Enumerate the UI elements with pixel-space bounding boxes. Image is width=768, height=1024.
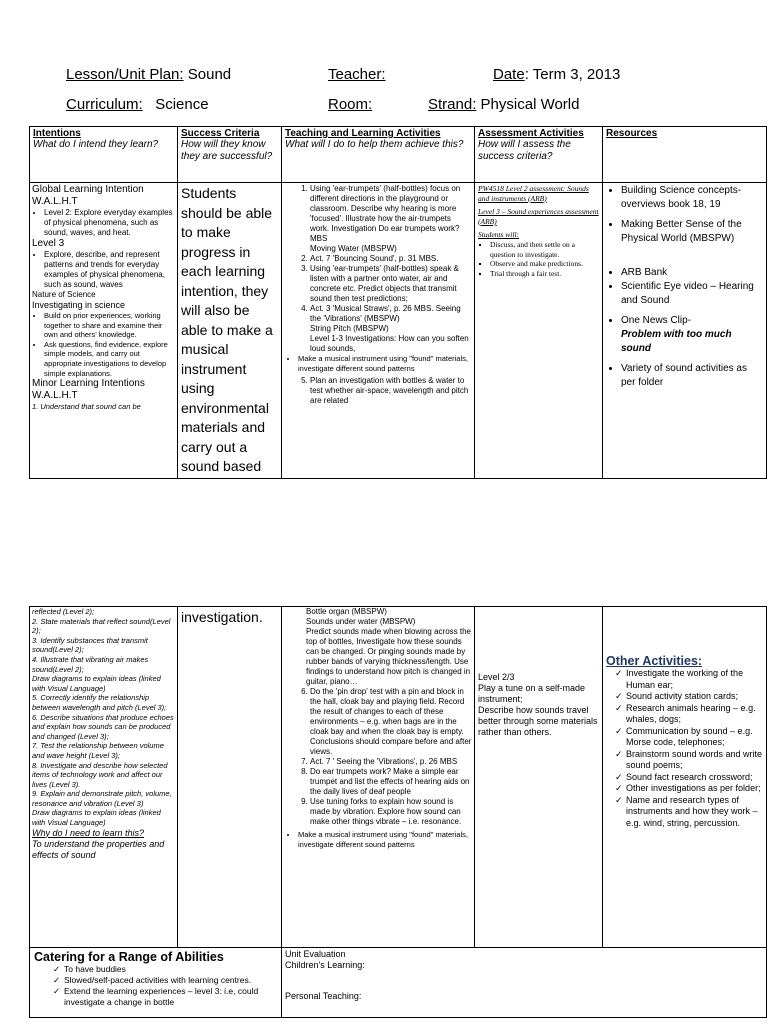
other-activity-item: ✓ Brainstorm sound words and write sound poems;	[626, 749, 763, 772]
activity-item: 2. Act. 7 'Bouncing Sound', p. 31 MBS.	[310, 254, 472, 264]
col-header-activities: Teaching and Learning Activities What will I do to help them achieve this?	[282, 127, 475, 183]
students-will: Students will:	[478, 230, 520, 240]
activity-item: 3. Using 'ear-trumpets' (half-bottles) speak & listen with a partner onto water, air and concrete etc. Predict objects that transmit sound then test predictions;	[310, 264, 472, 304]
assessment-level3: Level 3 – Sound experiences assessment (ARB)	[478, 207, 599, 226]
activity-item: 7. Act. 7 ' Seeing the 'Vibrations', p. 26 MBS	[310, 757, 472, 767]
other-activity-item: ✓ Investigate the working of the Human ear;	[626, 668, 763, 691]
activity-item: 4. Act. 3 'Musical Straws', p. 26 MBS. Seeing the 'Vibrations' (MBSPW) String Pitch (MBSPW) Level 1-3 Investigations: How can you soften loud sounds,	[310, 304, 472, 354]
assessment-pw: PW4518 Level 2 assessment: Sounds and instruments (ARB)	[478, 184, 589, 203]
teacher-label: Teacher:	[328, 66, 386, 83]
other-activity-item: ✓ Other investigations as per folder;	[626, 783, 763, 795]
other-activities-cell	[603, 607, 767, 948]
intentions-cell	[30, 183, 178, 479]
strand-field: Strand: Physical World	[428, 96, 580, 113]
global-intention: Global Learning Intention	[32, 184, 144, 195]
col-header-resources: Resources	[603, 127, 767, 183]
intention-item: 7. Test the relationship between volume and wave height (Level 3);	[32, 741, 164, 760]
activity-item: 1. Using 'ear-trumpets' (half-bottles) focus on different directions in the playground or classroom. Describe why hearing is more 'focused'. Illustrate how the air-trumpets work. Investigation Do ear trumpets work? MBS Moving Water (MBSPW)	[310, 184, 472, 254]
resource-item: • Making Better Sense of the Physical World (MBSPW)	[621, 218, 763, 246]
personal-teaching-label: Personal Teaching:	[285, 991, 362, 1001]
col-header-assessment: Assessment Activities How will I assess the success criteria?	[475, 127, 603, 183]
childrens-learning-label: Children's Learning:	[285, 960, 365, 970]
intention-item: 2. State materials that reflect sound(Level 2);	[32, 616, 171, 636]
other-activity-item: ✓ Sound fact research crossword;	[626, 772, 763, 784]
intentions-cell-continued	[30, 607, 178, 948]
lesson-value: Sound	[187, 66, 232, 83]
intention-item: Draw diagrams to explain ideas (linked with Visual Language)	[32, 674, 161, 693]
assessment-task: Play a tune on a self-made instrument;	[478, 683, 586, 704]
catering-title: Catering for a Range of Abilities	[34, 950, 224, 964]
other-activity-item: ✓ Communication by sound – e.g. Morse code, telephones;	[626, 726, 763, 749]
walht: W.A.L.H.T	[32, 196, 78, 207]
resource-item: • Variety of sound activities as per folder	[621, 362, 763, 390]
unit-evaluation-cell	[282, 948, 767, 1018]
investigating-title: Investigating in science	[32, 300, 126, 310]
activity-line: Sounds under water (MBSPW)	[306, 617, 416, 626]
other-activity-item: ✓ Sound activity station cards;	[626, 691, 763, 703]
date-field: Date: Term 3, 2013	[493, 66, 621, 83]
col-header-intentions: Intentions What do I intend they learn?	[30, 127, 178, 183]
activity-line: Bottle organ (MBSPW)	[306, 607, 387, 616]
assessment-cell	[475, 183, 603, 479]
resource-item: • ARB Bank	[621, 266, 763, 280]
unit-evaluation-title: Unit Evaluation	[285, 949, 346, 959]
column-header-row	[30, 127, 767, 183]
col-header-success: Success Criteria How will they know they are successful?	[178, 127, 282, 183]
assessment-item: ▪ Observe and make predictions.	[490, 259, 599, 269]
why-learn-heading: Why do I need to learn this?	[32, 827, 145, 838]
intention-item: Draw diagrams to explain ideas (linked with Visual Language)	[32, 808, 161, 828]
intention-item: reflected (Level 2);	[32, 607, 95, 616]
assessment-cell-continued	[475, 607, 603, 948]
intention-item: 1. Understand that sound can be	[32, 402, 141, 412]
level2-intention: • Level 2: Explore everyday examples of physical phenomena, such as sound, waves, and heat.	[44, 208, 175, 238]
why-learn-answer: To understand the properties and effects of sound	[32, 838, 165, 860]
plan-table-page1	[29, 126, 767, 479]
activity-line: Predict sounds made when blowing across the top of bottles, Investigate how these sounds can be changed. Or pinging sounds made by rubber bands of varying thickness/length. Use findings to understand how pitch is changed in guitar, piano…	[306, 627, 471, 686]
success-criteria-cell-continued	[178, 607, 282, 948]
room-label: Room:	[328, 96, 373, 113]
level3-intention: • Explore, describe, and represent patterns and trends for everyday examples of physical phenomena, such as sound, waves	[44, 250, 175, 290]
intention-item: 6. Describe situations that produce echoes and explain how sounds can be produced and changed (Level 3);	[32, 712, 174, 741]
assessment-task: Describe how sounds travel better through some materials rather than others.	[478, 705, 598, 737]
activity-item: 5. Plan an investigation with bottles & water to test whether air-space, wavelength and pitch are related	[310, 376, 472, 406]
curriculum-field: Curriculum: Science	[66, 96, 209, 113]
catering-item: ✓ Slowed/self-paced activities with learning centres.	[64, 975, 277, 986]
activity-item: 9. Use tuning forks to explain how sound is made by vibration. Explore how sound can make other things vibrate – i.e. resonance.	[310, 797, 472, 827]
minor-intentions: Minor Learning Intentions	[32, 378, 145, 390]
success-criteria-cell	[178, 183, 282, 479]
resource-item: • One News Clip- Problem with too much sound	[621, 314, 763, 356]
resource-item: • Scientific Eye video – Hearing and Sound	[621, 280, 763, 308]
activity-item: 6. Do the 'pin drop' test with a pin and block in the hall, cloak bay and playing field. Record the result of changes to each of these environments – e.g. when bags are in the cloak bay and when the cloak bay is empty. Conclusions should compare before and after views.	[310, 687, 472, 757]
investigating-item: • Ask questions, find evidence, explore simple models, and carry out appropriate investigations to develop simple explanations.	[44, 340, 175, 378]
resources-cell	[603, 183, 767, 479]
activity-bullet: • Make a musical instrument using "found" materials, investigate different sound patterns	[298, 354, 472, 373]
catering-cell	[30, 948, 282, 1018]
resource-item: • Building Science concepts- overviews book 18, 19	[621, 184, 763, 212]
intention-item: 9. Explain and demonstrate pitch, volume, resonance and vibration (Level 3)	[32, 789, 172, 808]
lesson-label: Lesson/Unit Plan: Sound	[66, 66, 232, 83]
activities-cell-continued	[282, 607, 475, 948]
activities-cell	[282, 183, 475, 479]
walht: W.A.L.H.T	[32, 390, 78, 402]
other-activities-title: Other Activities:	[606, 654, 703, 668]
assessment-item: ▪ Trial through a fair test.	[490, 269, 599, 279]
other-activity-item: ✓ Name and research types of instruments and how they work – e.g. wind, string, percussion.	[626, 795, 763, 830]
assessment-level: Level 2/3	[478, 672, 515, 682]
investigating-item: • Build on prior experiences, working together to share and examine their own and others' knowledge.	[44, 311, 175, 340]
intention-item: 8. Investigate and describe how selected items of technology work and affect our lives (Level 3).	[32, 760, 168, 789]
intention-item: 3. Identify substances that transmit sound(Level 2);	[32, 635, 148, 655]
catering-item: ✓ To have buddies	[64, 964, 277, 975]
catering-item: ✓ Extend the learning experiences – level 3: i.e, could investigate a change in bottle	[64, 986, 277, 1008]
intention-item: 5. Correctly identify the relationship between wavelength and pitch (Level 3);	[32, 693, 167, 712]
success-criteria-text: Students should be able to make progress in each learning intention, they will also be able to make a musical instrument using environmental materials and carry out a sound based	[181, 185, 273, 474]
plan-table-page2	[29, 606, 767, 1018]
level3-title: Level 3	[32, 238, 65, 249]
activity-item: 8. Do ear trumpets work? Make a simple ear trumpet and list the effects of hearing aids on the daily lives of deaf people	[310, 767, 472, 797]
intention-item: 4. Illustrate that vibrating air makes sound(Level 2);	[32, 654, 149, 674]
other-activity-item: ✓ Research animals hearing – e.g. whales, dogs;	[626, 703, 763, 726]
success-criteria-text: investigation.	[181, 609, 263, 625]
activity-bullet: • Make a musical instrument using "found" materials, investigate different sound patterns	[298, 830, 472, 849]
nature-of-science: Nature of Science	[32, 290, 96, 299]
assessment-item: ▪ Discuss, and then settle on a question to investigate.	[490, 240, 599, 259]
